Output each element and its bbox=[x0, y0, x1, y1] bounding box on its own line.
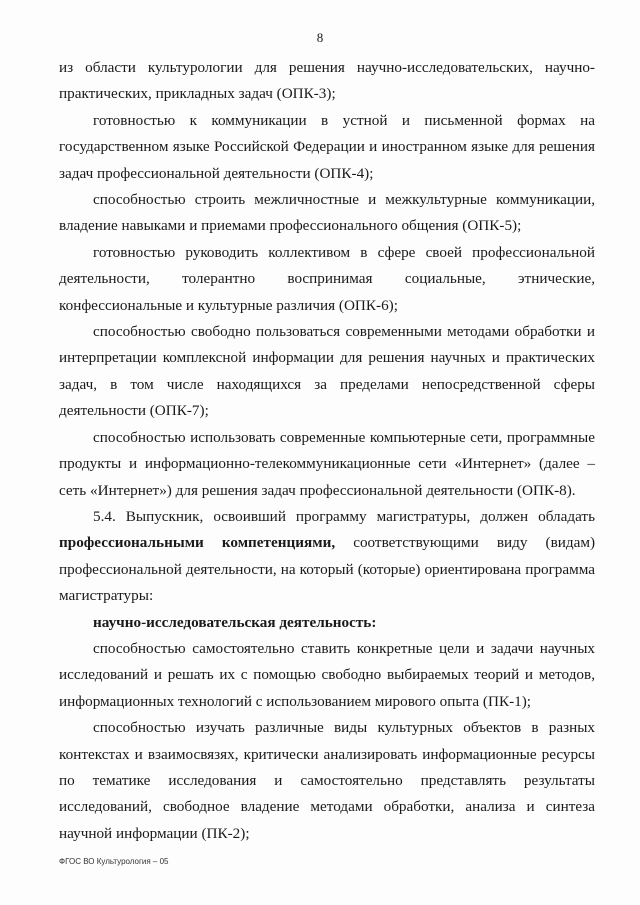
paragraph-opk6: готовностью руководить коллективом в сфере своей профессиональной деятельности, толерантно воспринимая социальные, этнические, конфессиональные и культурные различия (ОПК-6); bbox=[59, 243, 595, 314]
paragraph-opk3: из области культурологии для решения научно-исследовательских, научно-практических, прикладных задач (ОПК-3); bbox=[59, 59, 595, 103]
footer-note: ФГОС ВО Культурология – 05 bbox=[59, 857, 169, 866]
paragraph-5-4 bbox=[59, 504, 595, 610]
section-heading: научно-исследовательская деятельность: bbox=[93, 613, 377, 631]
paragraph-opk8: способностью использовать современные компьютерные сети, программные продукты и информационно-телекоммуникационные сети «Интернет» (далее – сеть «Интернет») для решения задач профессиональной деятельности (ОПК-8). bbox=[59, 428, 595, 499]
document-body bbox=[59, 55, 595, 847]
page-number: 8 bbox=[316, 30, 324, 45]
paragraph-pk1: способностью самостоятельно ставить конкретные цели и задачи научных исследований и решать их с помощью свободно выбираемых теорий и методов, информационных технологий с использованием мирового опыта (ПК-1); bbox=[59, 639, 595, 710]
paragraph-5-4-bold: профессиональными компетенциями, bbox=[59, 534, 336, 552]
paragraph-opk7: способностью свободно пользоваться современными методами обработки и интерпретации комплексной информации для решения научных и практических задач, в том числе находящихся за пределами непосредственной сферы деятельности (ОПК-7); bbox=[59, 323, 595, 420]
paragraph-opk5: способностью строить межличностные и межкультурные коммуникации, владение навыками и приемами профессионального общения (ОПК-5); bbox=[59, 191, 595, 235]
paragraph-5-4-end: соответствующими виду (видам) профессиональной деятельности, на который (которые) ориентирована программа магистратуры: bbox=[59, 534, 596, 605]
paragraph-pk2: способностью изучать различные виды культурных объектов в разных контекстах и взаимосвязях, критически анализировать информационные ресурсы по тематике исследования и самостоятельно представлять результаты исследований, свободное владение методами обработки, анализа и синтеза научной информации (ПК-2); bbox=[59, 719, 595, 842]
paragraph-opk4: готовностью к коммуникации в устной и письменной формах на государственном языке Российской Федерации и иностранном языке для решения задач профессиональной деятельности (ОПК-4); bbox=[59, 111, 595, 182]
paragraph-5-4-start: 5.4. Выпускник, освоивший программу магистратуры, должен обладать bbox=[93, 507, 595, 525]
